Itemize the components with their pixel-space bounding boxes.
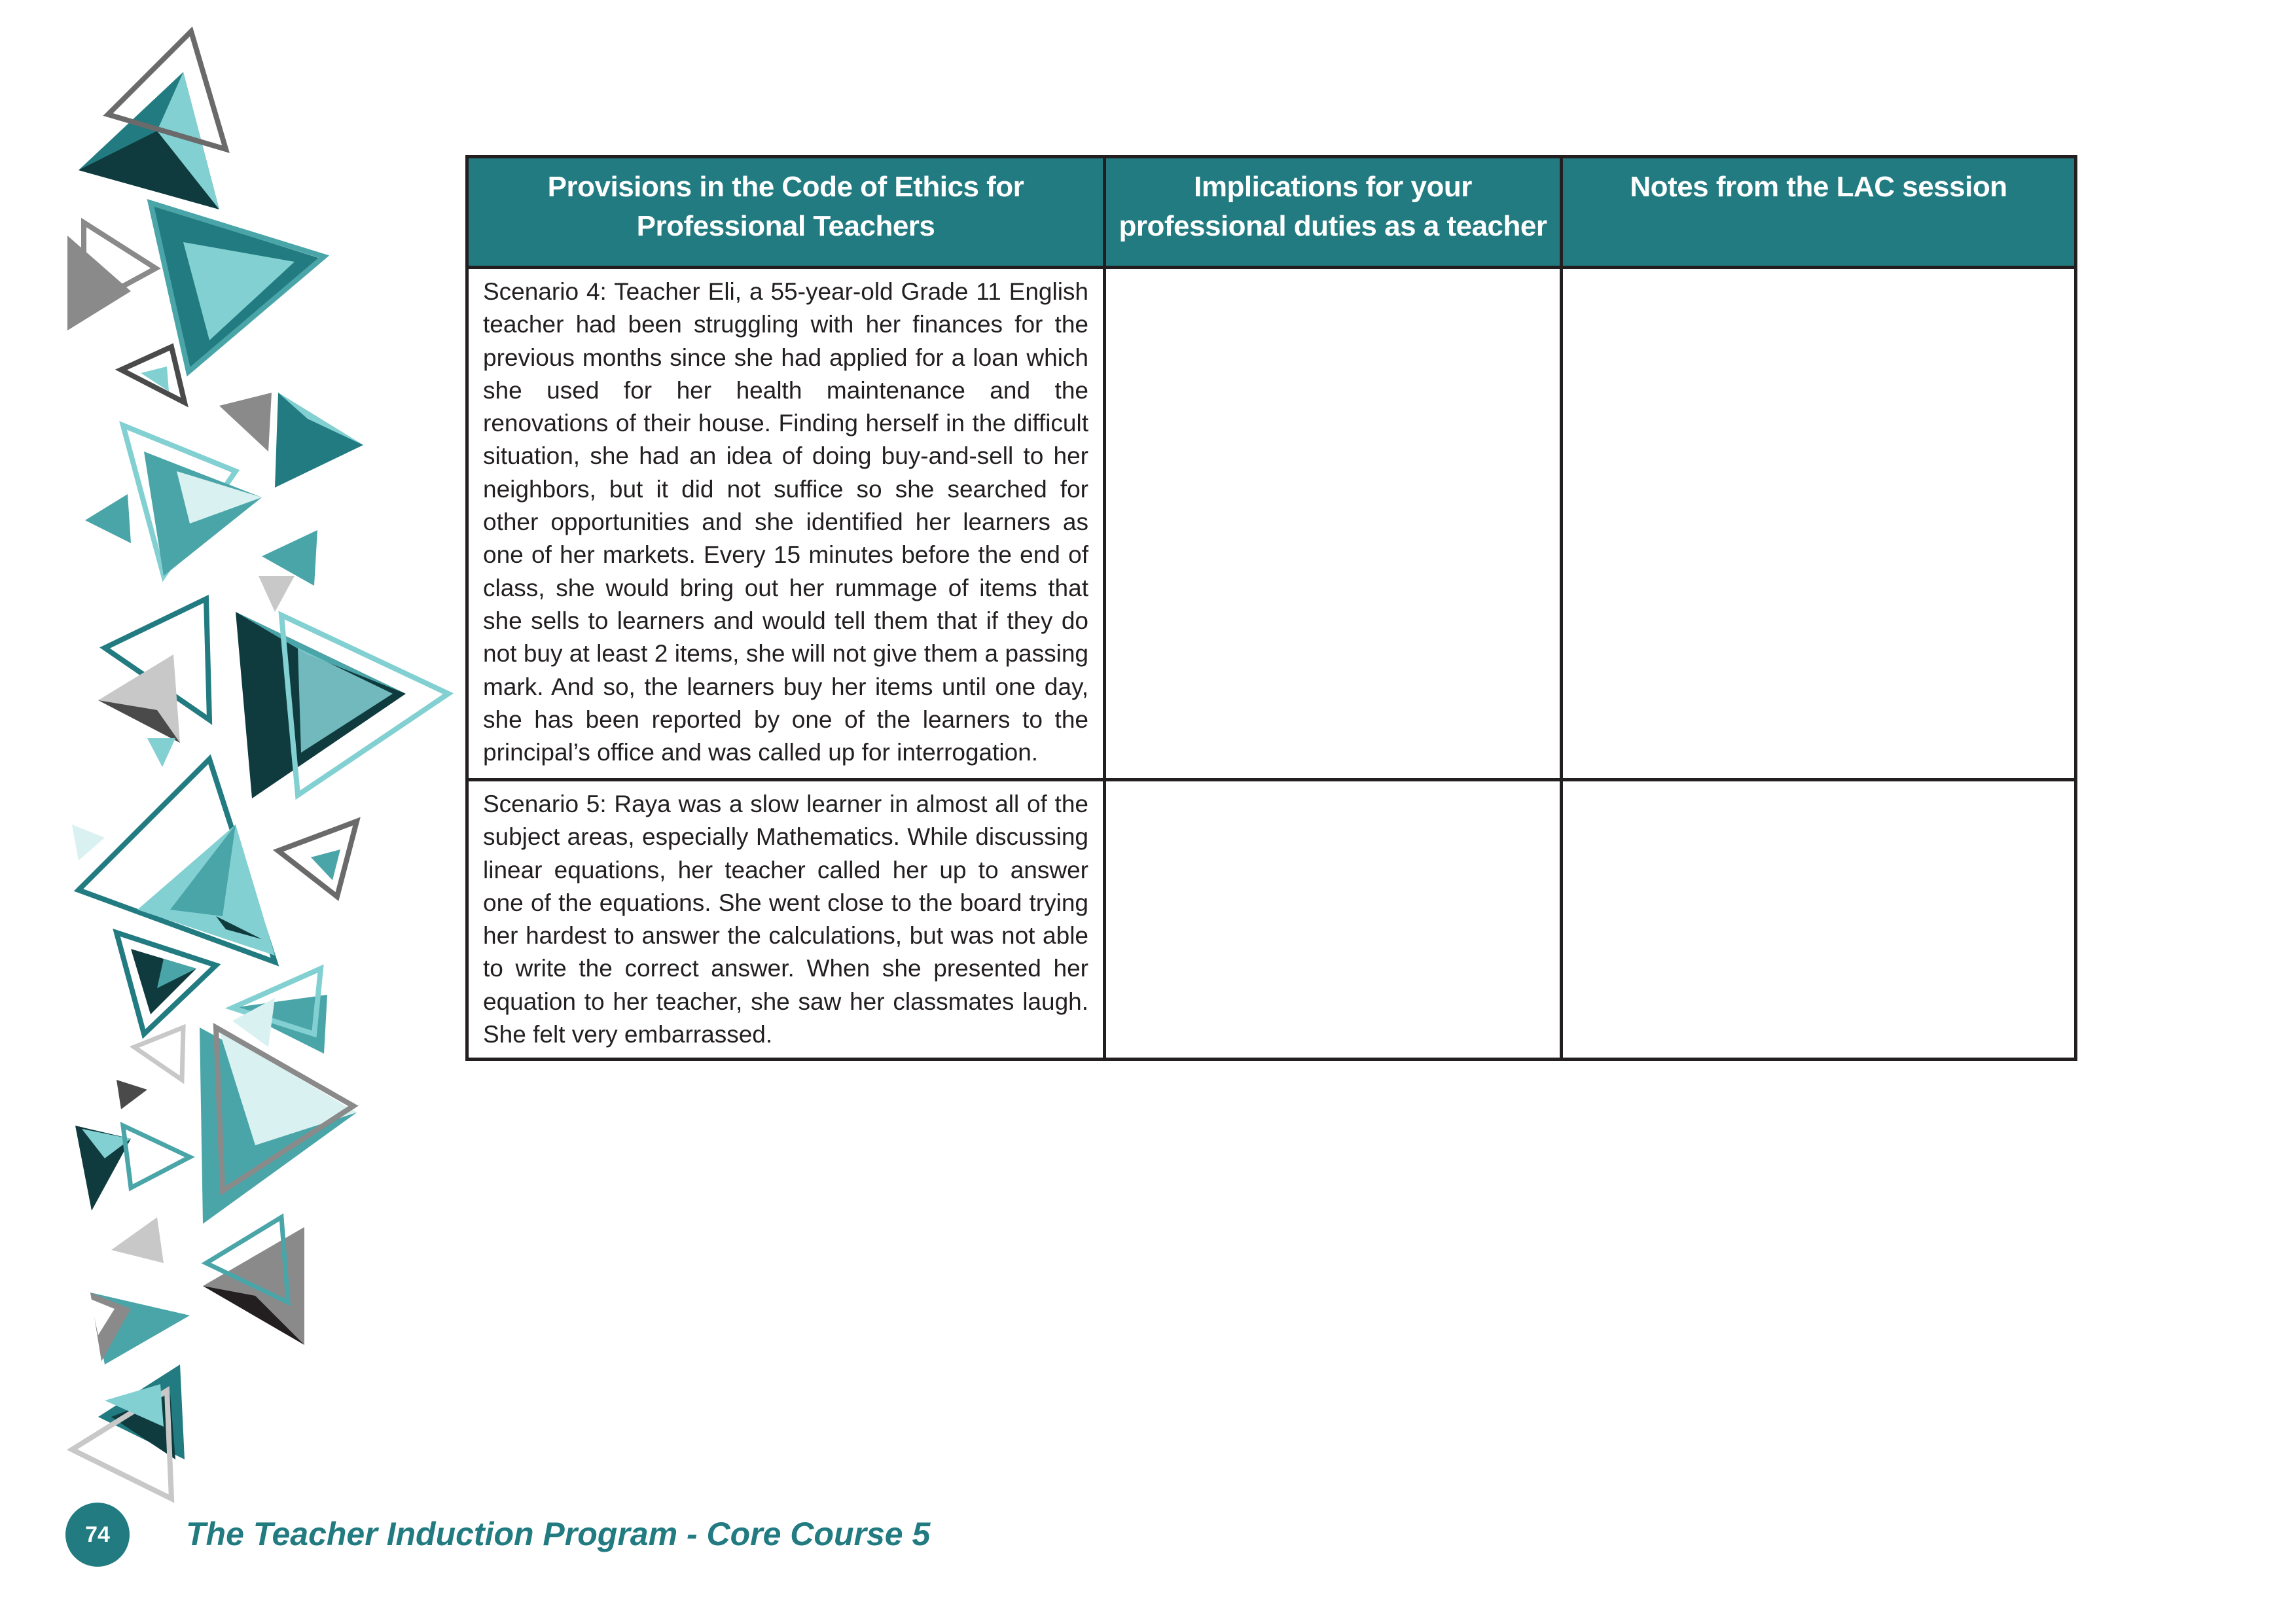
table-header-row (467, 157, 2076, 268)
table-row (467, 268, 2076, 780)
triangle-shape (219, 393, 272, 452)
triangle-shape (311, 849, 340, 880)
implications-cell[interactable] (1105, 780, 1562, 1060)
triangle-shape (85, 494, 131, 543)
footer-title: The Teacher Induction Program - Core Course 5 (186, 1516, 931, 1552)
ethics-table (465, 155, 2077, 1061)
triangle-shape (275, 393, 363, 488)
triangle-shape (67, 236, 131, 330)
table-row (467, 780, 2076, 1060)
triangle-shape (123, 1126, 190, 1188)
page-number-badge: 74 (65, 1503, 130, 1567)
scenario-5-cell: Scenario 5: Raya was a slow learner in almost all of the subject areas, especially Mathematics. While discussing linear equations, her teacher called her up to answer one of the equations. She went close to the board trying her hardest to answer the calculations, but was not able to write the correct answer. When she presented her equation to her teacher, she saw her classmates laugh. She felt very embarrassed. (467, 780, 1105, 1060)
triangle-shape (147, 738, 175, 767)
notes-cell[interactable] (1562, 268, 2076, 780)
implications-cell[interactable] (1105, 268, 1562, 780)
scenario-4-cell: Scenario 4: Teacher Eli, a 55-year-old Grade 11 English teacher had been struggling with her finances for the previous months since she had applied for a loan which she used for her health maintenance and the renovations of their house. Finding herself in the difficult situation, she had an idea of doing buy-and-sell to her neighbors, but it did not suffice so she searched for other opportunities and she identified her learners as one of her markets. Every 15 minutes before the end of class, she would bring out her rummage of items that she sells to learners and would tell them that if they do not buy at least 2 items, she will not give them a passing mark. And so, the learners buy her items until one day, she has been reported by one of the learners to the principal’s office and was called up for interrogation. (467, 268, 1105, 780)
triangle-decoration (0, 0, 471, 1623)
triangle-shape (72, 825, 105, 861)
notes-cell[interactable] (1562, 780, 2076, 1060)
triangle-shape (117, 1080, 147, 1109)
header-implications: Implications for your professional duties as a teacher (1105, 157, 1562, 268)
triangle-shape (259, 576, 295, 612)
header-notes: Notes from the LAC session (1562, 157, 2076, 268)
triangle-shape (134, 1027, 183, 1080)
header-provisions: Provisions in the Code of Ethics for Professional Teachers (467, 157, 1105, 268)
triangle-shape (111, 1217, 164, 1263)
